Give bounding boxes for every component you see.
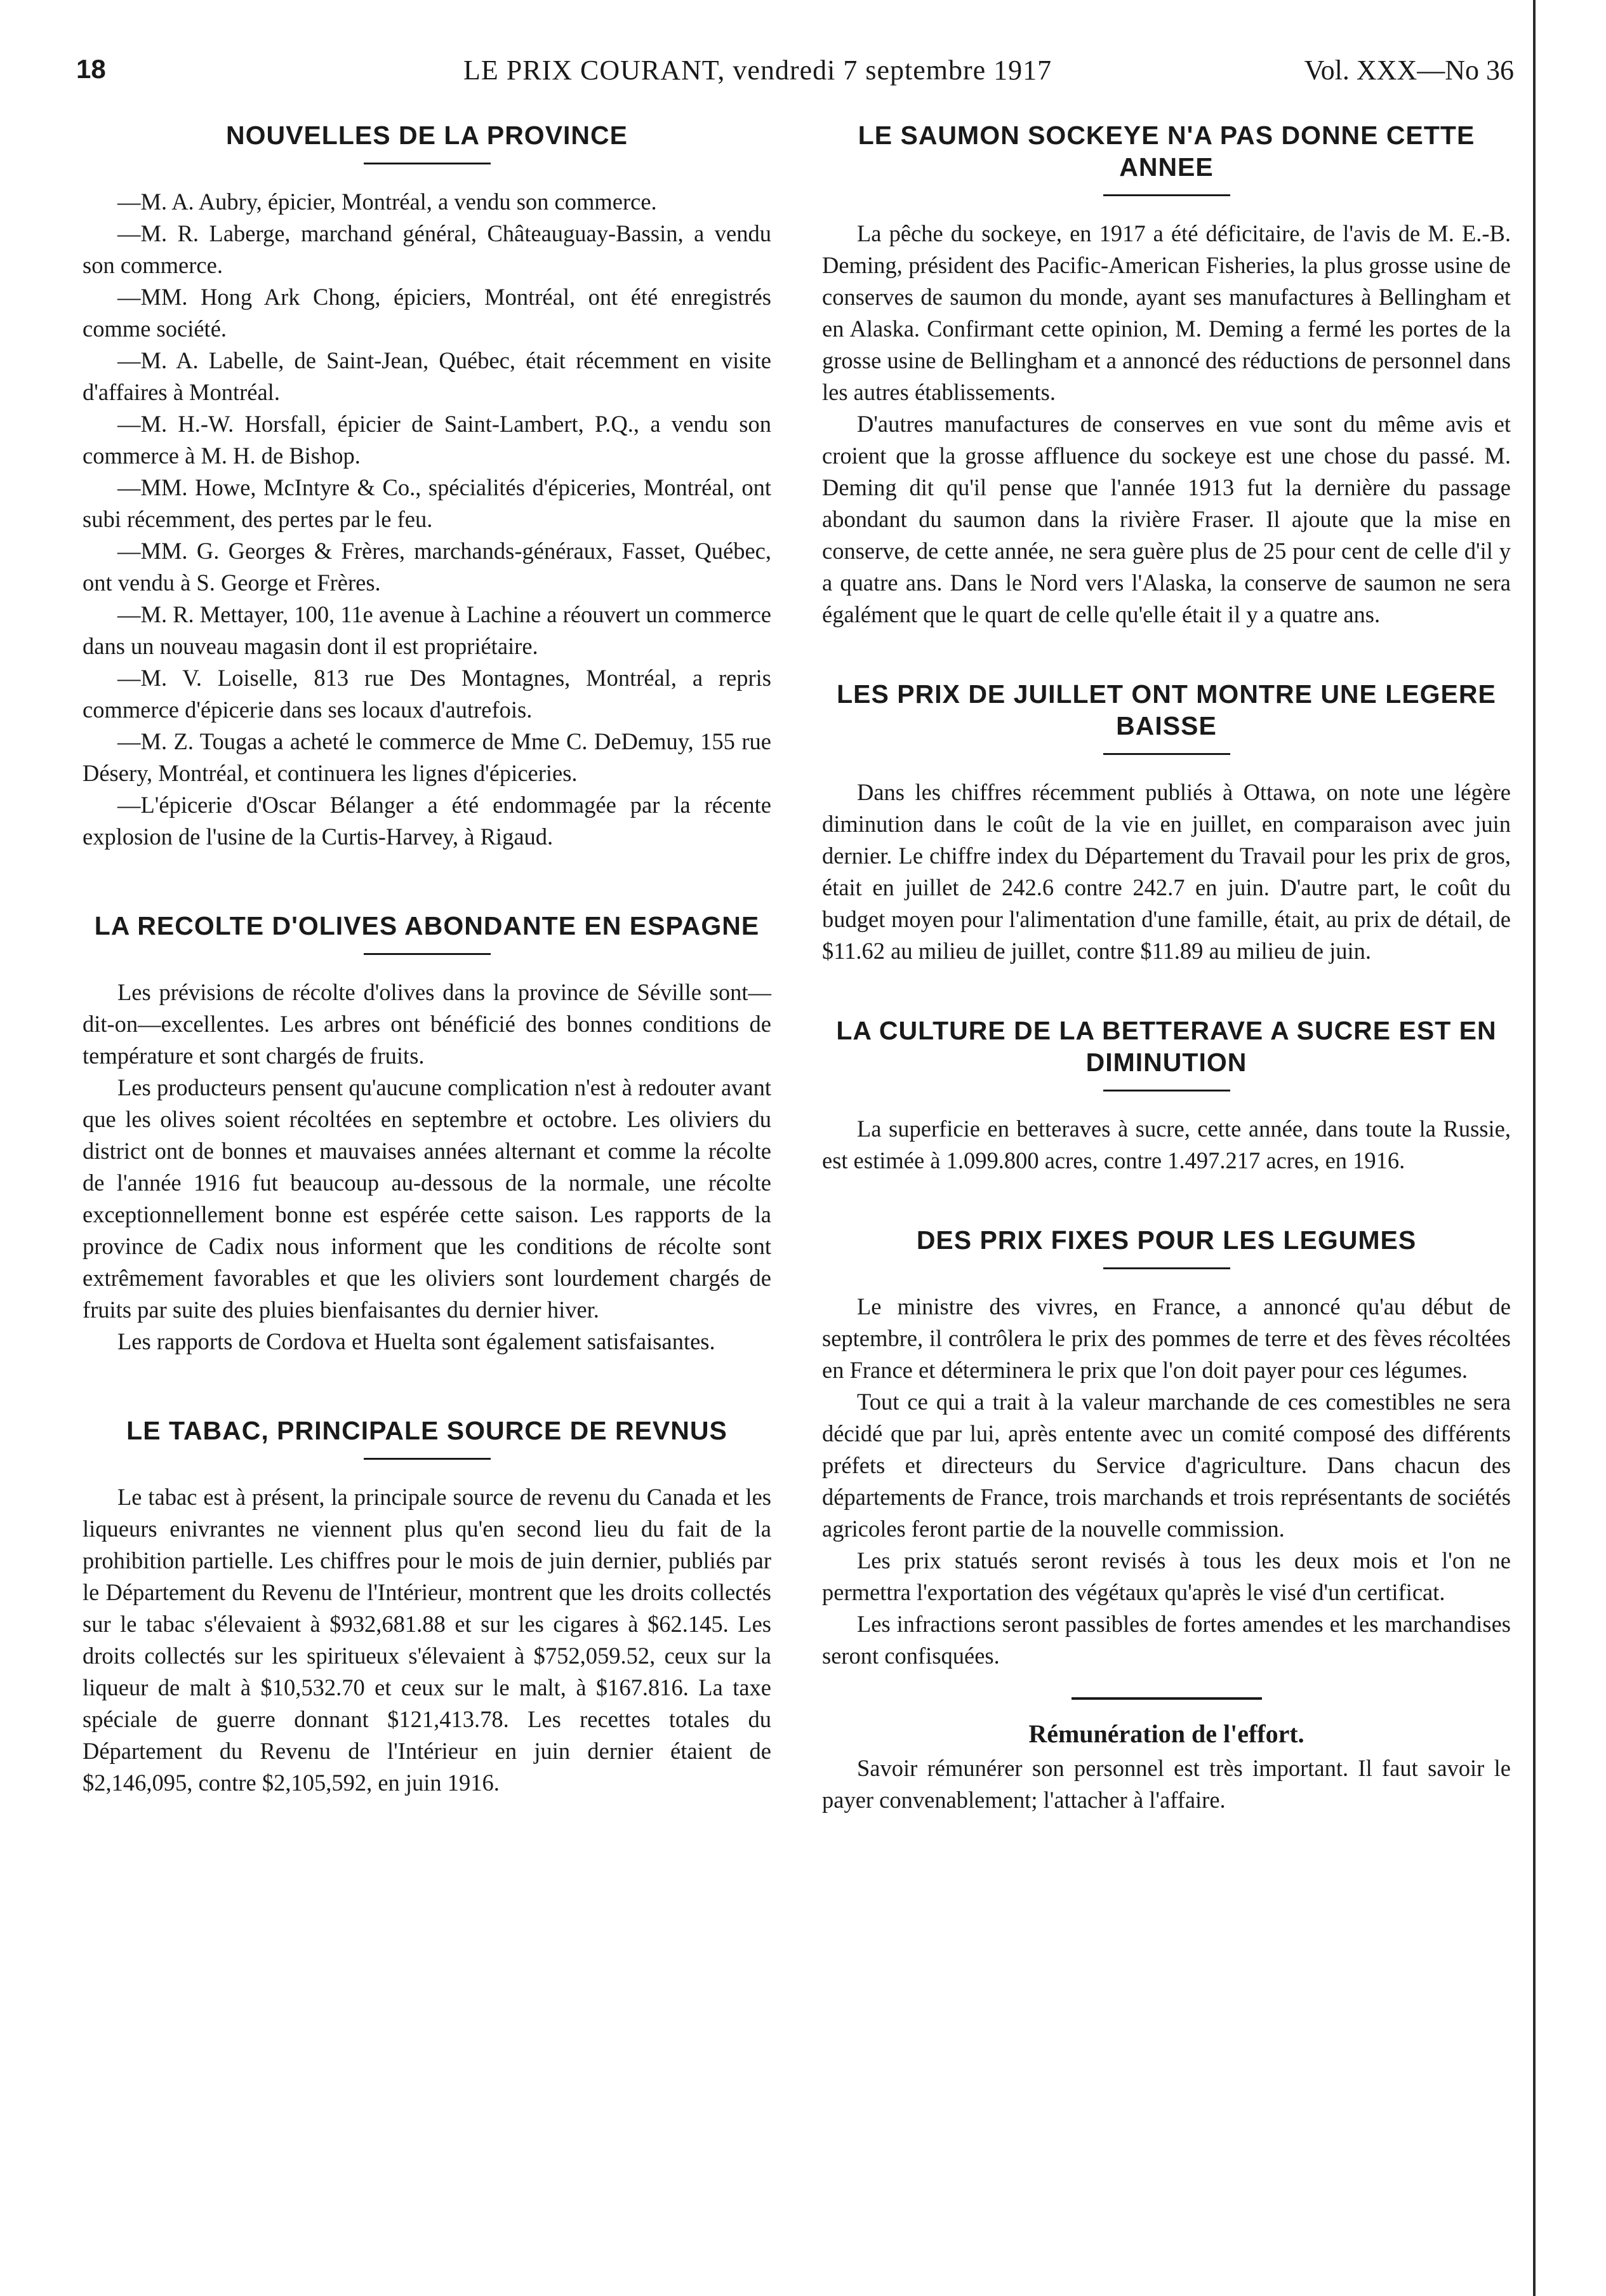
article-body xyxy=(822,218,1511,631)
paragraph: Le tabac est à présent, la principale source de revenu du Canada et les liqueurs enivrantes ne viennent plus qu'en second lieu du fait de la prohibition partielle. Les chiffres pour le mois de juin dernier, publiés par le Département du Revenu de l'Intérieur, montrent que les droits collectés sur le tabac s'élevaient à $932,681.88 et sur les cigares à $62.145. Les droits collectés sur les spiritueux s'élevaient à $752,059.52, ceux sur la liqueur de malt à $10,532.70 et ceux sur le malt, à $167.816. La taxe spéciale de guerre donnant $121,413.78. Les recettes totales du Département du Revenu de l'Intérieur en juin dernier étaient de $2,146,095, contre $2,105,592, en juin 1916. xyxy=(83,1484,771,1796)
article-body xyxy=(822,1752,1511,1816)
paragraph: Savoir rémunérer son personnel est très important. Il faut savoir le payer convenablement; l'attacher à l'affaire. xyxy=(822,1755,1511,1813)
article-body xyxy=(822,1113,1511,1177)
paragraph: Les infractions seront passibles de fortes amendes et les marchandises seront confisquées. xyxy=(822,1611,1511,1669)
article-body xyxy=(822,777,1511,967)
news-item: —M. V. Loiselle, 813 rue Des Montagnes, Montréal, a repris commerce d'épicerie dans ses locaux d'autrefois. xyxy=(83,665,771,723)
volume-number: Vol. XXX—No 36 xyxy=(1304,55,1514,86)
paragraph: La superficie en betteraves à sucre, cette année, dans toute la Russie, est estimée à 1.099.800 acres, contre 1.497.217 acres, en 1916. xyxy=(822,1116,1511,1173)
article-tabac xyxy=(83,1415,771,1799)
article-juillet xyxy=(822,678,1511,967)
section-rule xyxy=(1072,1697,1262,1700)
article-remuneration xyxy=(822,1719,1511,1816)
article-title: DES PRIX FIXES POUR LES LEGUMES xyxy=(916,1225,1417,1255)
article-title: LE TABAC, PRINCIPALE SOURCE DE REVNUS xyxy=(126,1416,727,1445)
paragraph: Les prévisions de récolte d'olives dans la province de Séville sont—dit-on—excellentes. Les arbres ont bénéficié des bonnes conditions de température et sont chargés de fruits. xyxy=(83,979,771,1069)
title-rule xyxy=(364,953,491,955)
paragraph: Les rapports de Cordova et Huelta sont également satisfaisantes. xyxy=(117,1328,715,1354)
news-item: —M. H.-W. Horsfall, épicier de Saint-Lambert, P.Q., a vendu son commerce à M. H. de Bishop. xyxy=(83,411,771,469)
title-rule xyxy=(1103,1267,1230,1269)
news-item: —MM. Howe, McIntyre & Co., spécialités d'épiceries, Montréal, ont subi récemment, des pertes par le feu. xyxy=(83,474,771,532)
page-edge-line xyxy=(1533,0,1536,2296)
paragraph: Dans les chiffres récemment publiés à Ottawa, on note une légère diminution dans le coût de la vie en juillet, en comparaison avec juin dernier. Le chiffre index du Département du Travail pour les prix de gros, était en juillet de 242.6 contre 242.7 en juin. D'autre part, le coût du budget moyen pour l'alimentation d'une famille, était, au prix de détail, de $11.62 au milieu de juillet, contre $11.89 au milieu de juin. xyxy=(822,779,1511,964)
article-body xyxy=(83,186,771,853)
article-saumon xyxy=(822,119,1511,631)
article-nouvelles xyxy=(83,119,771,853)
paragraph: Les prix statués seront revisés à tous les deux mois et l'on ne permettra l'exportation des végétaux qu'après le visé d'un certificat. xyxy=(822,1547,1511,1605)
title-rule xyxy=(364,163,491,164)
paragraph: La pêche du sockeye, en 1917 a été déficitaire, de l'avis de M. E.-B. Deming, président des Pacific-American Fisheries, la plus grosse usine de conserves de saumon du monde, ayant ses manufactures à Bellingham et en Alaska. Confirmant cette opinion, M. Deming a fermé les portes de la grosse usine de Bellingham et a annoncé des réductions de personnel dans les autres établissements. xyxy=(822,220,1511,405)
publication-line: LE PRIX COURANT, vendredi 7 septembre 1917 xyxy=(463,55,1052,86)
news-item: —M. R. Mettayer, 100, 11e avenue à Lachine a réouvert un commerce dans un nouveau magasin dont il est propriétaire. xyxy=(83,601,771,659)
news-item: —MM. Hong Ark Chong, épiciers, Montréal, ont été enregistrés comme société. xyxy=(83,284,771,342)
news-item: —L'épicerie d'Oscar Bélanger a été endommagée par la récente explosion de l'usine de la Curtis-Harvey, à Rigaud. xyxy=(83,792,771,850)
article-title: LA CULTURE DE LA BETTERAVE A SUCRE EST EN DIMINUTION xyxy=(836,1016,1497,1077)
title-rule xyxy=(1103,194,1230,196)
paragraph: Les producteurs pensent qu'aucune complication n'est à redouter avant que les olives soient récoltées en septembre et octobre. Les oliviers du district ont de bonnes et mauvaises années alternant et comme la récolte de l'année 1916 fut beaucoup au-dessous de la normale, une récolte exceptionnellement bonne est espérée cette saison. Les rapports de la province de Cadix nous informent que les conditions de récolte sont extrêmement favorables et que les oliviers sont lourdement chargés de fruits par suite des pluies bienfaisantes du dernier hiver. xyxy=(83,1074,771,1323)
news-item: —M. Z. Tougas a acheté le commerce de Mme C. DeDemuy, 155 rue Désery, Montréal, et continuera les lignes d'épiceries. xyxy=(83,728,771,786)
article-title: LES PRIX DE JUILLET ONT MONTRE UNE LEGERE BAISSE xyxy=(837,679,1496,740)
article-body xyxy=(83,977,771,1358)
article-title: Rémunération de l'effort. xyxy=(1028,1719,1304,1748)
left-column xyxy=(83,114,771,1799)
news-item: —M. A. Aubry, épicier, Montréal, a vendu son commerce. xyxy=(117,189,657,215)
news-item: —M. A. Labelle, de Saint-Jean, Québec, était récemment en visite d'affaires à Montréal. xyxy=(83,347,771,405)
article-olives xyxy=(83,910,771,1358)
paragraph: Le ministre des vivres, en France, a annoncé qu'au début de septembre, il contrôlera le prix des pommes de terre et des fèves récoltées en France et déterminera le prix que l'on doit payer pour ces légumes. xyxy=(822,1293,1511,1383)
article-legumes xyxy=(822,1224,1511,1672)
article-body xyxy=(83,1481,771,1799)
article-body xyxy=(822,1291,1511,1672)
title-rule xyxy=(1103,1090,1230,1091)
title-rule xyxy=(364,1458,491,1460)
title-rule xyxy=(1103,753,1230,755)
article-title: LE SAUMON SOCKEYE N'A PAS DONNE CETTE ANNEE xyxy=(858,121,1475,182)
news-item: —M. R. Laberge, marchand général, Châteauguay-Bassin, a vendu son commerce. xyxy=(83,220,771,278)
article-title: NOUVELLES DE LA PROVINCE xyxy=(226,121,628,150)
article-title: LA RECOLTE D'OLIVES ABONDANTE EN ESPAGNE xyxy=(94,911,760,940)
page-number: 18 xyxy=(76,54,106,84)
paragraph: Tout ce qui a trait à la valeur marchande de ces comestibles ne sera décidé que par lui, après entente avec un comité composé des différents préfets et directeurs du Service d'agriculture. Dans chacun des départements de France, trois marchands et trois représentants de sociétés agricoles feront partie de la nouvelle commission. xyxy=(822,1389,1511,1542)
page-header xyxy=(76,54,1514,98)
news-item: —MM. G. Georges & Frères, marchands-généraux, Fasset, Québec, ont vendu à S. George et Frères. xyxy=(83,538,771,596)
right-column xyxy=(822,114,1511,1816)
paragraph: D'autres manufactures de conserves en vue sont du même avis et croient que la grosse affluence du sockeye est une chose du passé. M. Deming dit qu'il pense que l'année 1913 fut la dernière du passage abondant du saumon dans la rivière Fraser. Il ajoute que la mise en conserve, de cette année, ne sera guère plus de 25 pour cent de celle d'il y a quatre ans. Dans le Nord vers l'Alaska, la conserve de saumon ne sera égalément que le quart de celle qu'elle était il y a quatre ans. xyxy=(822,411,1511,627)
article-betterave xyxy=(822,1015,1511,1177)
